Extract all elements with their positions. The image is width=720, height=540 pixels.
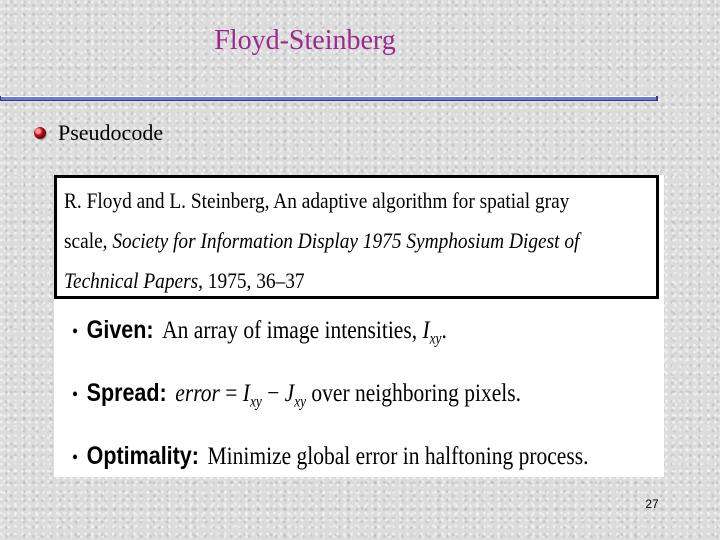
citation-box (54, 175, 659, 299)
point-suffix: . (441, 317, 447, 344)
page-number: 27 (645, 497, 659, 511)
math-term-i: $I_{xy}$ (242, 380, 262, 411)
point-text: An array of image intensities, (162, 317, 418, 344)
point-text: Minimize global error in halftoning process. (207, 443, 589, 470)
math-equals: = (225, 380, 238, 407)
citation-line-3-text: , 1975, 36–37 (198, 268, 305, 293)
pseudocode-bullet (34, 121, 163, 145)
title-divider (0, 96, 658, 101)
math-minus: − (267, 380, 280, 407)
citation-line-3-italic: Technical Papers (64, 268, 199, 293)
math-term-j: $J_{xy}$ (284, 380, 307, 411)
point-label: Optimality: (86, 442, 199, 470)
citation-line-2 (64, 228, 579, 254)
point-label: Spread: (86, 379, 167, 407)
math-error-word: error (175, 380, 220, 407)
point-given (72, 316, 447, 346)
point-spread (72, 379, 521, 409)
citation-line-1 (64, 188, 569, 214)
point-label: Given: (86, 316, 154, 344)
math-expression: $I_{xy}$ (422, 317, 442, 348)
citation-line-1-text: R. Floyd and L. Steinberg, An adaptive algorithm for spatial gray (64, 188, 570, 213)
bullet-ball-icon (34, 127, 46, 139)
point-text: over neighboring pixels. (311, 380, 522, 407)
pseudocode-label: Pseudocode (58, 120, 164, 145)
point-bullet: • (72, 384, 79, 406)
citation-line-3 (64, 268, 305, 294)
citation-line-2-italic: Society for Information Display 1975 Symphosium Digest of (112, 228, 580, 253)
point-bullet: • (72, 447, 79, 469)
citation-line-2-text: scale, (64, 228, 113, 253)
point-bullet: • (72, 321, 79, 343)
slide-title: Floyd-Steinberg (214, 25, 396, 56)
point-optimality (72, 442, 588, 472)
